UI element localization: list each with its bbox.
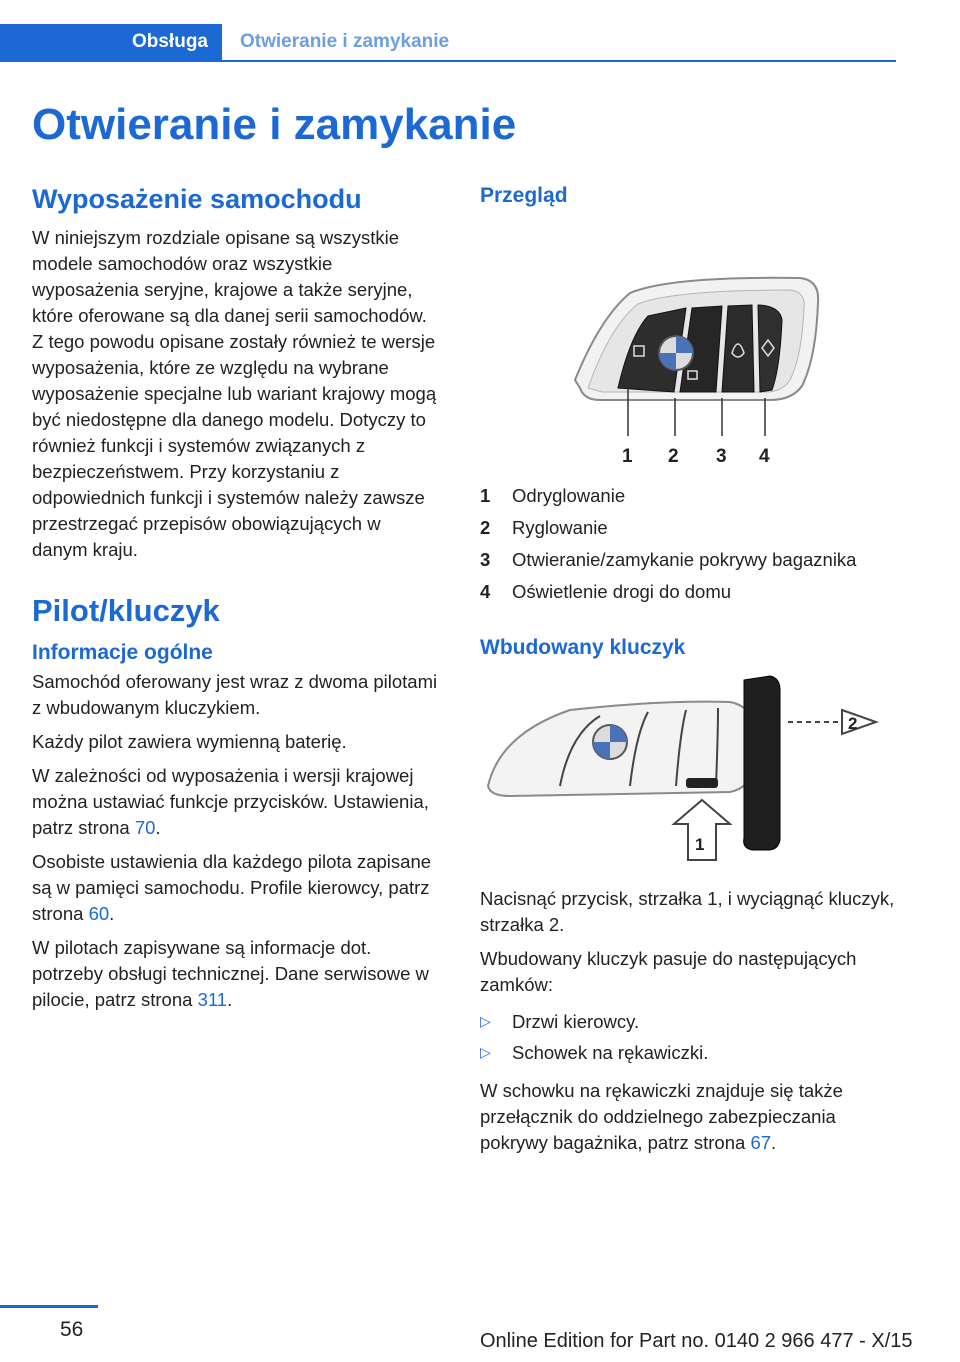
callout-4: 4 <box>759 446 770 467</box>
left-column <box>32 184 440 1021</box>
equipment-heading: Wyposażenie samochodu <box>32 184 362 214</box>
remote-key-figure <box>480 208 898 478</box>
page-title: Otwieranie i zamykanie <box>32 100 517 149</box>
integrated-key-heading: Wbudowany kluczyk <box>480 636 686 659</box>
paragraph-battery: Każdy pilot zawiera wymienną baterię. <box>32 731 347 752</box>
triangle-bullet-icon: ▷ <box>480 1013 491 1029</box>
remote-key-illustration <box>480 208 898 478</box>
edition-text: Online Edition for Part no. 0140 2 966 477 - X/15 <box>480 1330 913 1352</box>
right-column <box>480 184 898 1164</box>
page-link-311[interactable]: 311 <box>197 989 228 1010</box>
paragraph-service-data: W pilotach zapisywane są informacje dot. potrzeby obsługi technicznej. Dane serwisowe w pilocie, patrz strona 311. <box>32 937 429 1010</box>
button-legend <box>480 480 898 608</box>
callout-2: 2 <box>668 446 679 467</box>
paragraph-two-remotes: Samochód oferowany jest wraz z dwoma pilotami z wbudowanym kluczykiem. <box>32 671 438 718</box>
triangle-bullet-icon: ▷ <box>480 1044 491 1060</box>
page-link-70[interactable]: 70 <box>134 817 156 838</box>
legend-item: 4 Oświetlenie drogi do domu <box>480 581 732 602</box>
arrow-2-label: 2 <box>848 714 858 733</box>
legend-item: 1 Odryglowanie <box>480 485 626 506</box>
remote-heading: Pilot/kluczyk <box>32 593 220 628</box>
lock-list <box>480 1006 898 1068</box>
integrated-key-illustration <box>480 664 898 886</box>
paragraph-button-settings: W zależności od wyposażenia i wersji krajowej można ustawiać funkcje przycisków. Ustawienia, patrz strona 70. <box>32 765 429 838</box>
paragraph-key-fits: Wbudowany kluczyk pasuje do następujących zamków: <box>480 948 857 995</box>
footer-divider <box>0 1305 98 1308</box>
general-info-heading: Informacje ogólne <box>32 641 213 664</box>
paragraph-glovebox-switch: W schowku na rękawiczki znajduje się także przełącznik do oddzielnego zabezpieczania pokrywy bagażnika, patrz strona 67. <box>480 1080 843 1153</box>
page-link-60[interactable]: 60 <box>88 903 110 924</box>
integrated-key-figure <box>480 664 898 886</box>
header-divider <box>0 60 896 62</box>
list-item: ▷ Drzwi kierowcy. <box>480 1006 898 1037</box>
paragraph-personal-settings: Osobiste ustawienia dla każdego pilota zapisane są w pamięci samochodu. Profile kierowcy, patrz strona 60. <box>32 851 432 924</box>
page-number: 56 <box>60 1318 84 1341</box>
list-item: ▷ Schowek na rękawiczki. <box>480 1037 898 1068</box>
equipment-text: W niniejszym rozdziale opisane są wszystkie modele samochodów oraz wszystkie wyposażenia seryjne, krajowe a także seryjne, które oferowane są dla danej serii samochodów. Z tego powodu opisane zostały również te wersje wyposażenia, które ze względu na wybrane wyposażenie specjalne lub wariant krajowy mogą być niedostępne dla danego modelu. Dotyczy to również funkcji i systemów związanych z bezpieczeństwem. Przy korzystaniu z odpowiednich funkcji i systemów należy zawsze przestrzegać przepisów obowiązujących w danym kraju. <box>32 227 437 560</box>
arrow-1-label: 1 <box>695 835 705 854</box>
page-link-67[interactable]: 67 <box>750 1132 772 1153</box>
legend-item: 2 Ryglowanie <box>480 517 608 538</box>
section-tab[interactable]: Obsługa <box>0 24 222 60</box>
callout-1: 1 <box>622 446 633 467</box>
breadcrumb[interactable]: Otwieranie i zamykanie <box>240 31 450 52</box>
header-bar <box>0 24 896 62</box>
callout-3: 3 <box>716 446 727 467</box>
paragraph-press-button: Nacisnąć przycisk, strzałka 1, i wyciągnąć kluczyk, strzałka 2. <box>480 888 895 935</box>
overview-heading: Przegląd <box>480 184 568 207</box>
legend-item: 3 Otwieranie/zamykanie pokrywy bagaznika <box>480 549 857 570</box>
